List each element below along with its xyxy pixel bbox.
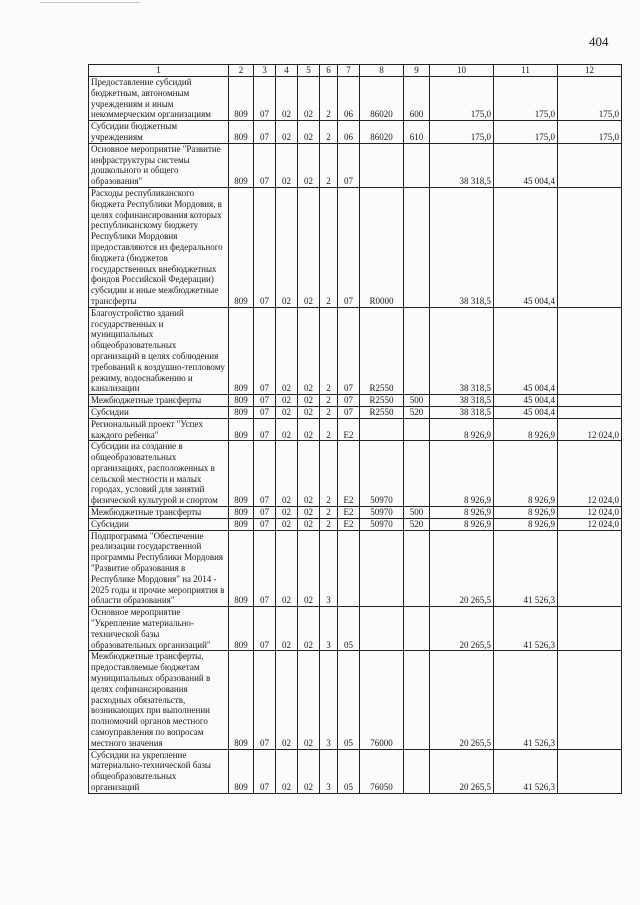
cell-c12 bbox=[558, 651, 622, 749]
cell-c5: 02 bbox=[298, 121, 320, 144]
cell-c7: 07 bbox=[338, 143, 360, 187]
cell-c6: 2 bbox=[320, 406, 338, 418]
cell-c10: 38 318,5 bbox=[430, 143, 494, 187]
cell-c4: 02 bbox=[276, 530, 298, 607]
cell-c7: E2 bbox=[338, 441, 360, 507]
cell-c3: 07 bbox=[254, 651, 276, 749]
cell-c4: 02 bbox=[276, 143, 298, 187]
cell-c8: 76000 bbox=[360, 651, 404, 749]
cell-c3: 07 bbox=[254, 441, 276, 507]
cell-c11: 8 926,9 bbox=[494, 507, 558, 519]
cell-c7: E2 bbox=[338, 418, 360, 441]
cell-c12: 12 024,0 bbox=[558, 441, 622, 507]
page-number: 404 bbox=[589, 34, 609, 49]
cell-c4: 02 bbox=[276, 121, 298, 144]
cell-c3: 07 bbox=[254, 395, 276, 407]
row-description: Межбюджетные трансферты bbox=[89, 507, 229, 519]
cell-c8: R2550 bbox=[360, 395, 404, 407]
cell-c2: 809 bbox=[229, 77, 254, 121]
cell-c8 bbox=[360, 607, 404, 651]
row-description: Субсидии на создание в общеобразовательных организациях, расположенных в сельской местности и малых городах, условий для занятий физической культурой и спортом bbox=[89, 441, 229, 507]
cell-c9: 610 bbox=[404, 121, 430, 144]
cell-c11: 45 004,4 bbox=[494, 143, 558, 187]
cell-c3: 07 bbox=[254, 121, 276, 144]
column-header: 4 bbox=[276, 65, 298, 77]
cell-c6: 2 bbox=[320, 187, 338, 307]
column-header: 8 bbox=[360, 65, 404, 77]
cell-c7: 05 bbox=[338, 749, 360, 793]
table-row bbox=[89, 441, 622, 507]
cell-c10: 175,0 bbox=[430, 77, 494, 121]
cell-c6: 2 bbox=[320, 518, 338, 530]
budget-table bbox=[88, 64, 622, 794]
cell-c11: 45 004,4 bbox=[494, 307, 558, 394]
cell-c9 bbox=[404, 418, 430, 441]
cell-c9: 600 bbox=[404, 77, 430, 121]
cell-c8: 50970 bbox=[360, 507, 404, 519]
row-description: Межбюджетные трансферты, предоставляемые бюджетам муниципальных образований в целях софинансирования расходных обязательств, возникающих при выполнении полномочий органов местного самоуправления по вопросам местного значения bbox=[89, 651, 229, 749]
cell-c2: 809 bbox=[229, 607, 254, 651]
cell-c10: 20 265,5 bbox=[430, 530, 494, 607]
cell-c5: 02 bbox=[298, 607, 320, 651]
cell-c3: 07 bbox=[254, 518, 276, 530]
cell-c8: 76050 bbox=[360, 749, 404, 793]
cell-c11: 45 004,4 bbox=[494, 406, 558, 418]
table-row bbox=[89, 749, 622, 793]
cell-c12 bbox=[558, 307, 622, 394]
table-row bbox=[89, 307, 622, 394]
cell-c3: 07 bbox=[254, 507, 276, 519]
cell-c7: E2 bbox=[338, 518, 360, 530]
column-header: 7 bbox=[338, 65, 360, 77]
cell-c12 bbox=[558, 406, 622, 418]
cell-c3: 07 bbox=[254, 418, 276, 441]
table-row bbox=[89, 77, 622, 121]
column-header: 12 bbox=[558, 65, 622, 77]
top-scan-rule bbox=[40, 2, 140, 3]
cell-c5: 02 bbox=[298, 651, 320, 749]
cell-c6: 2 bbox=[320, 121, 338, 144]
cell-c7 bbox=[338, 530, 360, 607]
cell-c12 bbox=[558, 530, 622, 607]
cell-c6: 2 bbox=[320, 507, 338, 519]
cell-c5: 02 bbox=[298, 530, 320, 607]
row-description: Основное мероприятие "Развитие инфраструктуры системы дошкольного и общего образования" bbox=[89, 143, 229, 187]
table-row bbox=[89, 121, 622, 144]
cell-c4: 02 bbox=[276, 507, 298, 519]
cell-c8: 50970 bbox=[360, 518, 404, 530]
cell-c9: 500 bbox=[404, 395, 430, 407]
cell-c4: 02 bbox=[276, 307, 298, 394]
cell-c10: 20 265,5 bbox=[430, 651, 494, 749]
cell-c8 bbox=[360, 530, 404, 607]
cell-c9 bbox=[404, 307, 430, 394]
cell-c10: 38 318,5 bbox=[430, 395, 494, 407]
cell-c3: 07 bbox=[254, 143, 276, 187]
column-header: 2 bbox=[229, 65, 254, 77]
cell-c12: 175,0 bbox=[558, 121, 622, 144]
row-description: Субсидии бюджетным учреждениям bbox=[89, 121, 229, 144]
cell-c4: 02 bbox=[276, 518, 298, 530]
row-description: Субсидии на укрепление материально-технической базы общеобразовательных организаций bbox=[89, 749, 229, 793]
cell-c2: 809 bbox=[229, 441, 254, 507]
column-header: 5 bbox=[298, 65, 320, 77]
row-description: Благоустройство зданий государственных и муниципальных общеобразовательных организаций в целях соблюдения требований к воздушно-тепловому режиму, водоснабжению и канализации bbox=[89, 307, 229, 394]
column-header: 10 bbox=[430, 65, 494, 77]
table-row bbox=[89, 418, 622, 441]
cell-c8: 50970 bbox=[360, 441, 404, 507]
cell-c7: 07 bbox=[338, 187, 360, 307]
table-row bbox=[89, 187, 622, 307]
cell-c12 bbox=[558, 143, 622, 187]
cell-c9 bbox=[404, 441, 430, 507]
cell-c9 bbox=[404, 530, 430, 607]
cell-c11: 45 004,4 bbox=[494, 395, 558, 407]
cell-c7: 05 bbox=[338, 607, 360, 651]
row-description: Предоставление субсидий бюджетным, автономным учреждениям и иным некоммерческим организациям bbox=[89, 77, 229, 121]
cell-c9 bbox=[404, 143, 430, 187]
cell-c4: 02 bbox=[276, 607, 298, 651]
cell-c10: 38 318,5 bbox=[430, 187, 494, 307]
cell-c8: 86020 bbox=[360, 77, 404, 121]
cell-c11: 41 526,3 bbox=[494, 651, 558, 749]
cell-c7: 06 bbox=[338, 77, 360, 121]
cell-c9: 520 bbox=[404, 518, 430, 530]
cell-c10: 8 926,9 bbox=[430, 507, 494, 519]
cell-c5: 02 bbox=[298, 143, 320, 187]
cell-c10: 20 265,5 bbox=[430, 749, 494, 793]
cell-c2: 809 bbox=[229, 395, 254, 407]
cell-c3: 07 bbox=[254, 77, 276, 121]
cell-c11: 41 526,3 bbox=[494, 530, 558, 607]
cell-c5: 02 bbox=[298, 749, 320, 793]
row-description: Основное мероприятие "Укрепление материально-технической базы образовательных организаций" bbox=[89, 607, 229, 651]
cell-c2: 809 bbox=[229, 187, 254, 307]
cell-c5: 02 bbox=[298, 406, 320, 418]
cell-c12: 12 024,0 bbox=[558, 418, 622, 441]
cell-c8 bbox=[360, 143, 404, 187]
cell-c3: 07 bbox=[254, 406, 276, 418]
cell-c9 bbox=[404, 749, 430, 793]
table-row bbox=[89, 607, 622, 651]
row-description: Межбюджетные трансферты bbox=[89, 395, 229, 407]
column-header: 3 bbox=[254, 65, 276, 77]
cell-c11: 41 526,3 bbox=[494, 607, 558, 651]
cell-c7: 07 bbox=[338, 307, 360, 394]
cell-c3: 07 bbox=[254, 607, 276, 651]
cell-c12 bbox=[558, 607, 622, 651]
table-row bbox=[89, 651, 622, 749]
cell-c5: 02 bbox=[298, 507, 320, 519]
row-description: Расходы республиканского бюджета Республики Мордовия, в целях софинансирования которых республиканскому бюджету Республики Мордовия предоставляются из федерального бюджета (бюджетов государственных внебюджетных фондов Российской Федерации) субсидии и иные межбюджетные трансферты bbox=[89, 187, 229, 307]
table-row bbox=[89, 530, 622, 607]
table-row bbox=[89, 143, 622, 187]
cell-c11: 45 004,4 bbox=[494, 187, 558, 307]
cell-c9 bbox=[404, 651, 430, 749]
cell-c8: R2550 bbox=[360, 307, 404, 394]
row-description: Подпрограмма "Обеспечение реализации государственной программы Республики Мордовия "Развитие образования в Республике Мордовия" на 2014 - 2025 годы и прочие мероприятия в области образования" bbox=[89, 530, 229, 607]
cell-c2: 809 bbox=[229, 507, 254, 519]
cell-c5: 02 bbox=[298, 518, 320, 530]
cell-c6: 2 bbox=[320, 395, 338, 407]
cell-c6: 2 bbox=[320, 143, 338, 187]
cell-c4: 02 bbox=[276, 187, 298, 307]
cell-c12 bbox=[558, 749, 622, 793]
cell-c11: 8 926,9 bbox=[494, 418, 558, 441]
cell-c7: 07 bbox=[338, 406, 360, 418]
cell-c4: 02 bbox=[276, 406, 298, 418]
cell-c5: 02 bbox=[298, 441, 320, 507]
cell-c12: 12 024,0 bbox=[558, 507, 622, 519]
column-header: 11 bbox=[494, 65, 558, 77]
table-row bbox=[89, 518, 622, 530]
cell-c9 bbox=[404, 187, 430, 307]
cell-c11: 8 926,9 bbox=[494, 441, 558, 507]
cell-c6: 3 bbox=[320, 651, 338, 749]
cell-c10: 8 926,9 bbox=[430, 441, 494, 507]
cell-c8: 86020 bbox=[360, 121, 404, 144]
cell-c12 bbox=[558, 395, 622, 407]
cell-c11: 175,0 bbox=[494, 121, 558, 144]
cell-c5: 02 bbox=[298, 395, 320, 407]
cell-c9 bbox=[404, 607, 430, 651]
cell-c2: 809 bbox=[229, 418, 254, 441]
cell-c7: 05 bbox=[338, 651, 360, 749]
cell-c3: 07 bbox=[254, 187, 276, 307]
table-row bbox=[89, 406, 622, 418]
table-row bbox=[89, 395, 622, 407]
table-header-row bbox=[89, 65, 622, 77]
cell-c4: 02 bbox=[276, 418, 298, 441]
row-description: Субсидии bbox=[89, 406, 229, 418]
table-row bbox=[89, 507, 622, 519]
cell-c6: 2 bbox=[320, 307, 338, 394]
cell-c10: 38 318,5 bbox=[430, 406, 494, 418]
cell-c6: 3 bbox=[320, 749, 338, 793]
column-header: 9 bbox=[404, 65, 430, 77]
cell-c4: 02 bbox=[276, 749, 298, 793]
cell-c6: 3 bbox=[320, 530, 338, 607]
row-description: Субсидии bbox=[89, 518, 229, 530]
column-header: 1 bbox=[89, 65, 229, 77]
cell-c2: 809 bbox=[229, 518, 254, 530]
cell-c7: E2 bbox=[338, 507, 360, 519]
cell-c2: 809 bbox=[229, 530, 254, 607]
cell-c2: 809 bbox=[229, 651, 254, 749]
cell-c9: 500 bbox=[404, 507, 430, 519]
cell-c4: 02 bbox=[276, 77, 298, 121]
cell-c4: 02 bbox=[276, 395, 298, 407]
cell-c10: 175,0 bbox=[430, 121, 494, 144]
cell-c3: 07 bbox=[254, 530, 276, 607]
cell-c5: 02 bbox=[298, 418, 320, 441]
cell-c8: R2550 bbox=[360, 406, 404, 418]
cell-c5: 02 bbox=[298, 77, 320, 121]
cell-c6: 2 bbox=[320, 441, 338, 507]
cell-c8: R0000 bbox=[360, 187, 404, 307]
cell-c7: 07 bbox=[338, 395, 360, 407]
cell-c11: 8 926,9 bbox=[494, 518, 558, 530]
cell-c9: 520 bbox=[404, 406, 430, 418]
cell-c8 bbox=[360, 418, 404, 441]
cell-c4: 02 bbox=[276, 651, 298, 749]
cell-c5: 02 bbox=[298, 187, 320, 307]
cell-c2: 809 bbox=[229, 307, 254, 394]
cell-c2: 809 bbox=[229, 143, 254, 187]
cell-c3: 07 bbox=[254, 749, 276, 793]
cell-c6: 2 bbox=[320, 77, 338, 121]
column-header: 6 bbox=[320, 65, 338, 77]
cell-c2: 809 bbox=[229, 749, 254, 793]
cell-c2: 809 bbox=[229, 121, 254, 144]
cell-c6: 3 bbox=[320, 607, 338, 651]
cell-c7: 06 bbox=[338, 121, 360, 144]
cell-c11: 41 526,3 bbox=[494, 749, 558, 793]
cell-c12 bbox=[558, 187, 622, 307]
cell-c3: 07 bbox=[254, 307, 276, 394]
cell-c12: 175,0 bbox=[558, 77, 622, 121]
cell-c10: 8 926,9 bbox=[430, 418, 494, 441]
cell-c6: 2 bbox=[320, 418, 338, 441]
cell-c2: 809 bbox=[229, 406, 254, 418]
cell-c11: 175,0 bbox=[494, 77, 558, 121]
cell-c10: 38 318,5 bbox=[430, 307, 494, 394]
cell-c5: 02 bbox=[298, 307, 320, 394]
row-description: Региональный проект "Успех каждого ребенка" bbox=[89, 418, 229, 441]
cell-c10: 20 265,5 bbox=[430, 607, 494, 651]
cell-c4: 02 bbox=[276, 441, 298, 507]
cell-c10: 8 926,9 bbox=[430, 518, 494, 530]
cell-c12: 12 024,0 bbox=[558, 518, 622, 530]
